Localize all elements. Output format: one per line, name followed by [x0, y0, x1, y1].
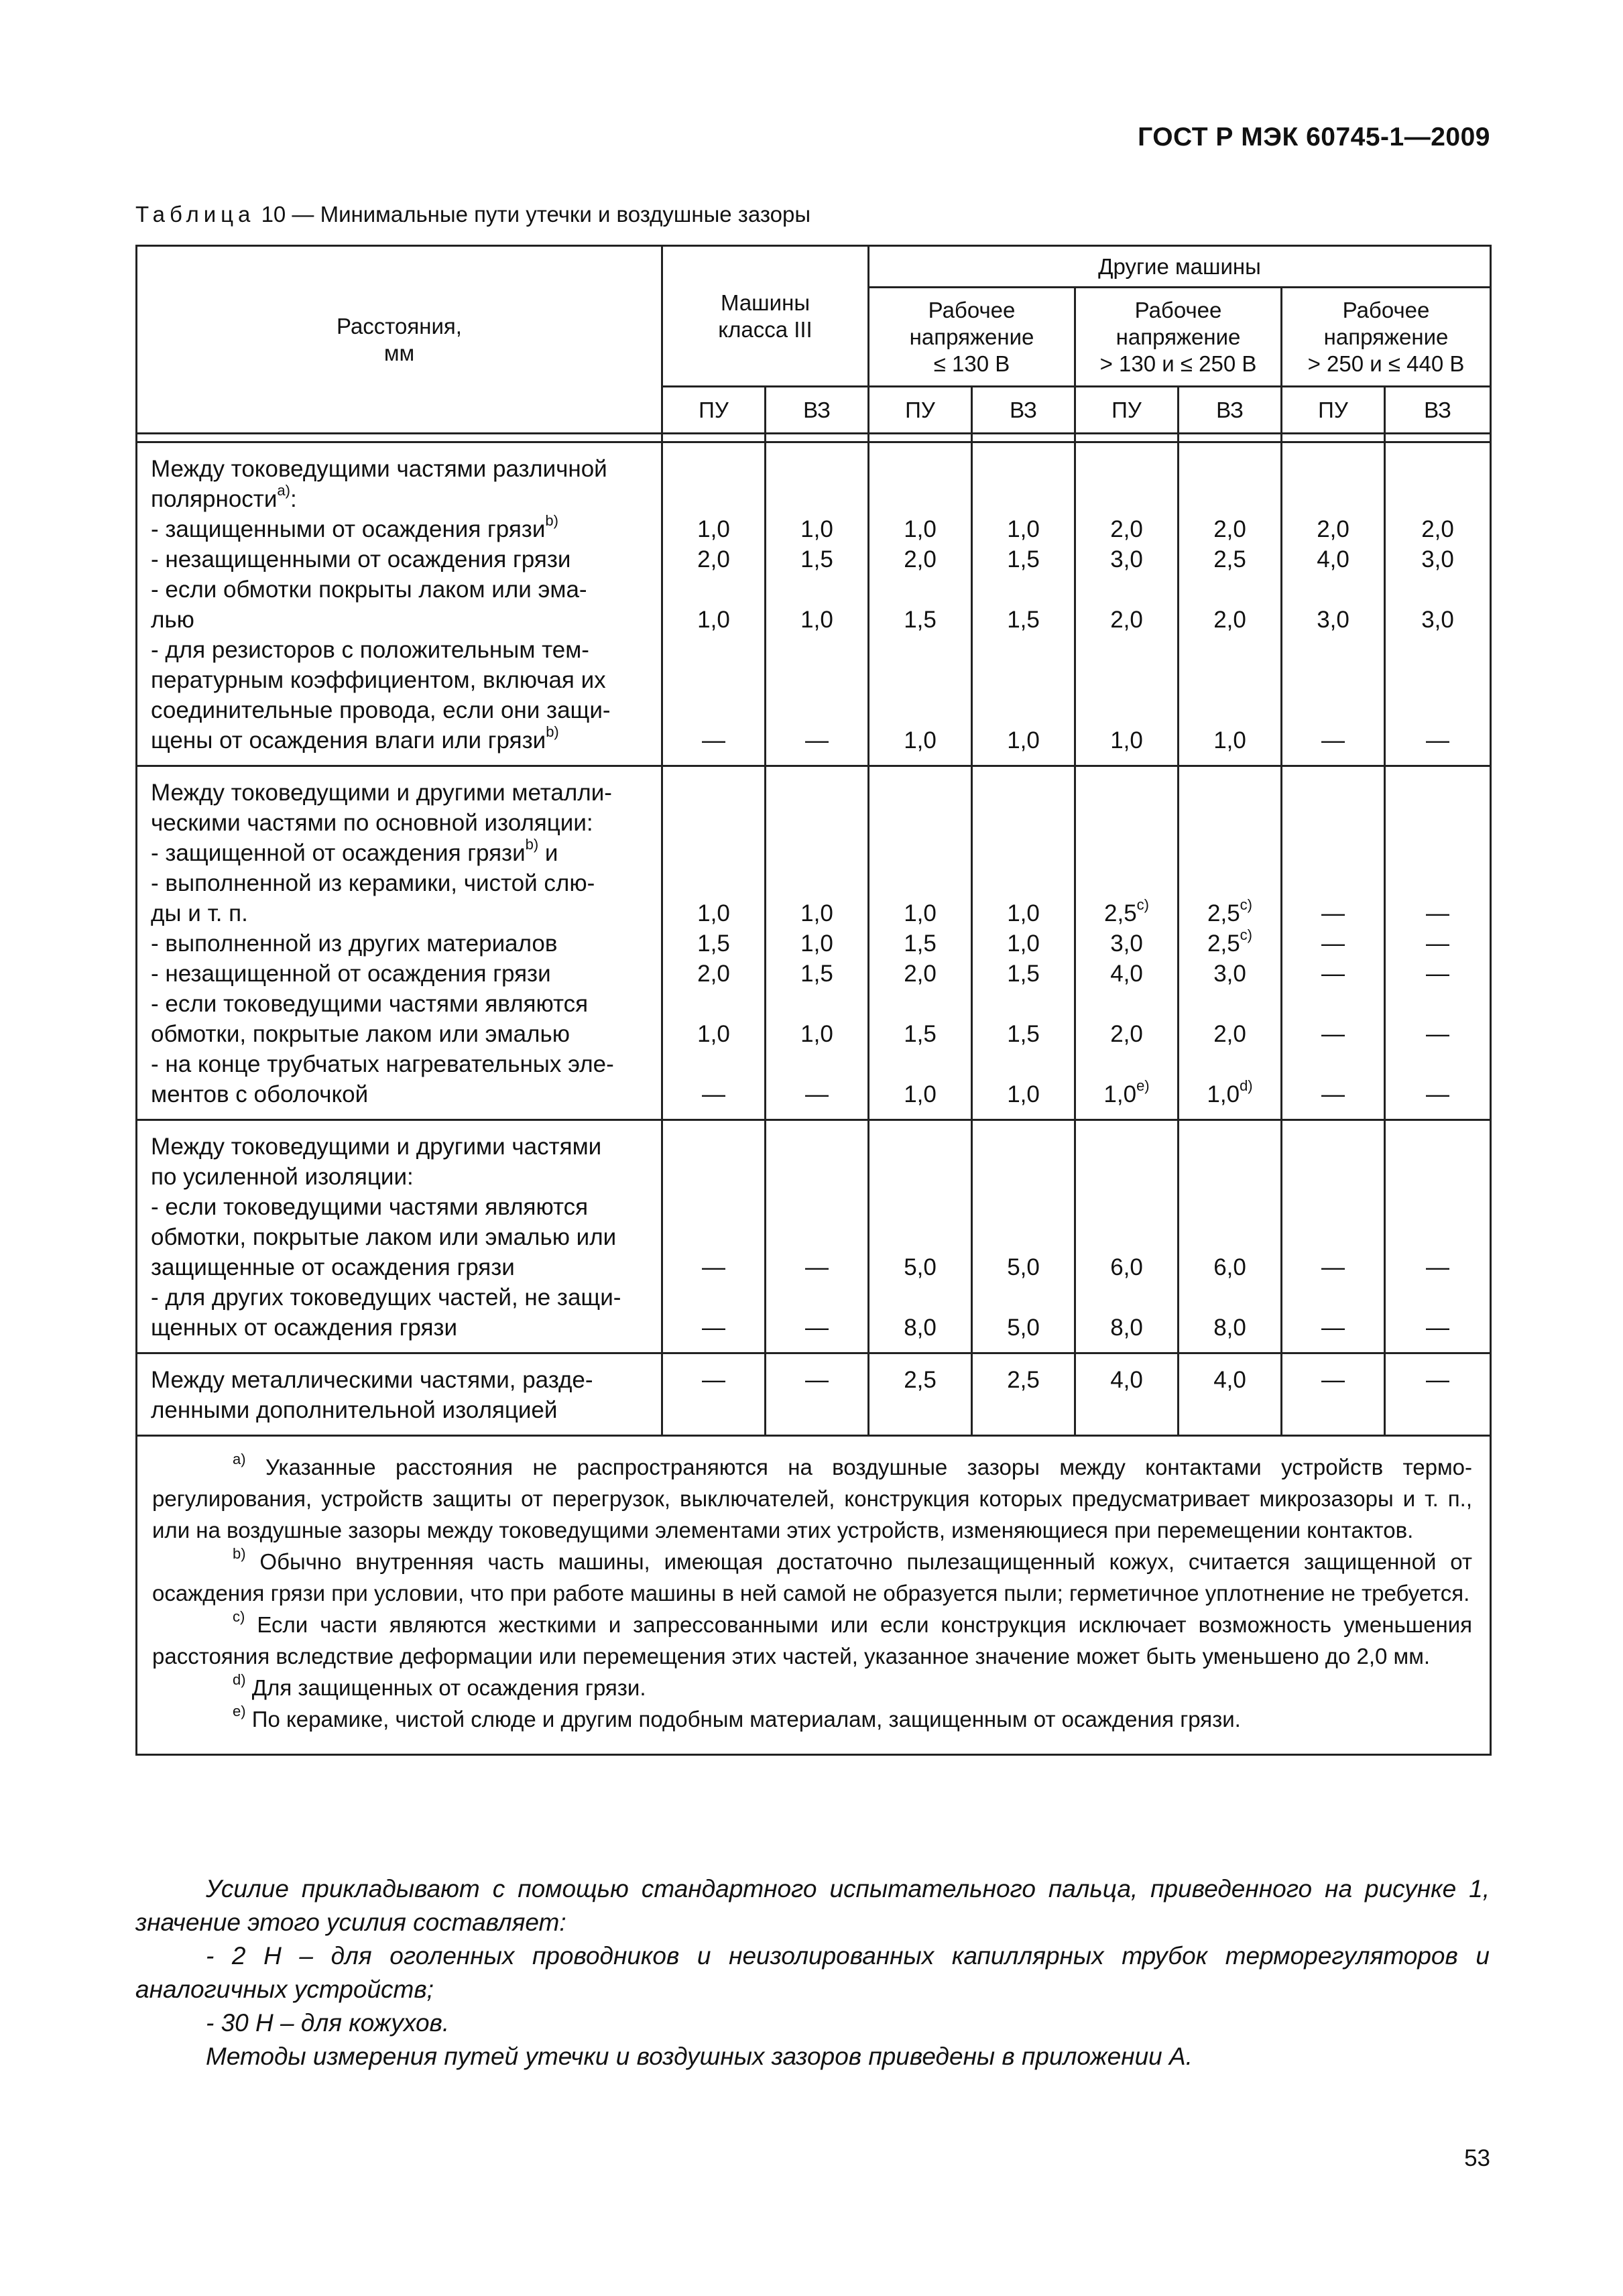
paragraph: - 30 Н – для кожухов. — [206, 2009, 450, 2037]
header-voltage-1: Рабочее напряжение ≤ 130 В — [869, 288, 1075, 387]
col-vz: ВЗ — [1385, 387, 1491, 434]
value-cell: 1,0 2,0 1,0 — — [662, 442, 766, 766]
col-pu: ПУ — [869, 387, 972, 434]
value-cell: — — — [662, 1120, 766, 1353]
value-cell: 1,0 2,0 1,5 1,0 — [869, 442, 972, 766]
document-header: ГОСТ Р МЭК 60745-1—2009 — [1138, 123, 1490, 152]
value-cell: 2,0 3,0 2,0 1,0 — [1075, 442, 1179, 766]
note-e: $^{e)}$ По керамике, чистой слюде и другим подобным материалам, защищенным от осаждения грязи. — [233, 1703, 1241, 1732]
body-text — [135, 1872, 1490, 2073]
value-cell: 5,0 8,0 — [869, 1120, 972, 1353]
col-vz: ВЗ — [1179, 387, 1282, 434]
col-vz: ВЗ — [766, 387, 869, 434]
paragraph: Методы измерения путей утечки и воздушных зазоров приведены в приложении А. — [206, 2043, 1193, 2070]
value-cell: 1,0 1,5 2,0 1,0 — — [662, 766, 766, 1120]
row-description: Между токоведущими и другими частями по усиленной изоляции: - если токоведущими частями являются обмотки, покрытые лаком или эмалью или защищенные от осаждения грязи - для других токоведущих частей, не защи- щенных от осаждения грязи — [137, 1120, 662, 1353]
note-b: $^{b)}$ Обычно внутренняя часть машины, имеющая достаточно пылезащищенный кожух, считается защищенной от осаждения грязи при условии, что при работе машины в ней самой не образуется пыли; герметичное уплотнение не требуется. — [152, 1545, 1473, 1606]
value-cell: 2,5 — [972, 1353, 1075, 1436]
note-c: $^{c)}$ Если части являются жесткими и запрессованными или если конструкция исключает возможность уменьшения расстояния вследствие деформации или перемещения этих частей, указанное значение может быть уменьшено до 2,0 мм. — [152, 1608, 1473, 1669]
paragraph: Усилие прикладывают с помощью стандартного испытательного пальца, приведенного на рисунке 1, значение этого усилия составляет: — [135, 1875, 1490, 1936]
value-cell: 6,0 8,0 — [1179, 1120, 1282, 1353]
table-row — [137, 442, 1491, 766]
table-notes — [137, 1436, 1491, 1755]
value-cell: 1,0 1,5 1,0 — — [766, 442, 869, 766]
row-description: Между токоведущими частями различной полярности$^{a)}$: - защищенными от осаждения грязи$^{b)}$ - незащищенными от осаждения грязи - если обмотки покрыты лаком или эма- лью - для резисторов с положительным тем- пературным коэффициентом, включая их соединительные провода, если они защи- щены от осаждения влаги или грязи$^{b)}$ — [137, 442, 662, 766]
value-cell: 5,0 5,0 — [972, 1120, 1075, 1353]
value-cell: — — — [1282, 1120, 1385, 1353]
table-caption — [135, 202, 810, 227]
value-cell: — — — [1385, 1120, 1491, 1353]
col-vz: ВЗ — [972, 387, 1075, 434]
value-cell: 4,0 — [1179, 1353, 1282, 1436]
row-description: Между токоведущими и другими металли- ческими частями по основной изоляции: - защищенной от осаждения грязи$^{b)}$ и - выполненной из керамики, чистой слю- ды и т. п. - выполненной из других материалов - незащищенной от осаждения грязи - если токоведущими частями являются обмотки, покрытые лаком или эмалью - на конце трубчатых нагревательных эле- ментов с оболочкой — [137, 766, 662, 1120]
value-cell: — — — — — — [1282, 766, 1385, 1120]
col-pu: ПУ — [1075, 387, 1179, 434]
col-pu: ПУ — [662, 387, 766, 434]
table-notes-row — [137, 1436, 1491, 1755]
clearance-table — [135, 245, 1492, 1756]
value-cell: 2,5$^{c)}$ 2,5$^{c)}$ 3,0 2,0 1,0$^{d)}$ — [1179, 766, 1282, 1120]
row-description: Между металлическими частями, разде- ленными дополнительной изоляцией — [137, 1353, 662, 1436]
table-row — [137, 1353, 1491, 1436]
value-cell: — — [1385, 1353, 1491, 1436]
value-cell: 1,0 1,0 1,5 1,5 1,0 — [972, 766, 1075, 1120]
value-cell: — — — — — — [1385, 766, 1491, 1120]
paragraph: - 2 Н – для оголенных проводников и неизолированных капиллярных трубок терморегуляторов и аналогичных устройств; — [135, 1942, 1490, 2003]
value-cell: — — [766, 1353, 869, 1436]
caption-text: 10 — Минимальные пути утечки и воздушные зазоры — [261, 202, 811, 227]
value-cell: 6,0 8,0 — [1075, 1120, 1179, 1353]
caption-prefix: Таблица — [135, 202, 255, 227]
header-distances: Расстояния, мм — [137, 246, 662, 434]
col-pu: ПУ — [1282, 387, 1385, 434]
value-cell: 2,0 4,0 3,0 — — [1282, 442, 1385, 766]
value-cell: 1,0 1,5 1,5 1,0 — [972, 442, 1075, 766]
header-class3: Машины класса III — [662, 246, 869, 387]
page-number: 53 — [1464, 2145, 1490, 2171]
header-voltage-2: Рабочее напряжение > 130 и ≤ 250 В — [1075, 288, 1282, 387]
header-separator — [137, 434, 1491, 442]
value-cell: — — [662, 1353, 766, 1436]
value-cell: 4,0 — [1075, 1353, 1179, 1436]
header-other-machines: Другие машины — [869, 246, 1491, 288]
note-d: $^{d)}$ Для защищенных от осаждения грязи. — [233, 1671, 646, 1700]
value-cell: 1,0 1,5 2,0 1,5 1,0 — [869, 766, 972, 1120]
value-cell: 2,5$^{c)}$ 3,0 4,0 2,0 1,0$^{e)}$ — [1075, 766, 1179, 1120]
note-a: $^{a)}$ Указанные расстояния не распространяются на воздушные зазоры между контактами устройств терморегулирования, устройств защиты от перегрузок, выключателей, конструкция которых предусматривает микрозазоры и т. п., или на воздушные зазоры между токоведущими элементами этих устройств, изменяющиеся при перемещении контактов. — [152, 1451, 1473, 1543]
table-row — [137, 766, 1491, 1120]
value-cell: — — — [766, 1120, 869, 1353]
value-cell: 2,5 — [869, 1353, 972, 1436]
value-cell: — — [1282, 1353, 1385, 1436]
value-cell: 2,0 2,5 2,0 1,0 — [1179, 442, 1282, 766]
value-cell: 1,0 1,0 1,5 1,0 — — [766, 766, 869, 1120]
header-voltage-3: Рабочее напряжение > 250 и ≤ 440 В — [1282, 288, 1491, 387]
table-row — [137, 1120, 1491, 1353]
value-cell: 2,0 3,0 3,0 — — [1385, 442, 1491, 766]
